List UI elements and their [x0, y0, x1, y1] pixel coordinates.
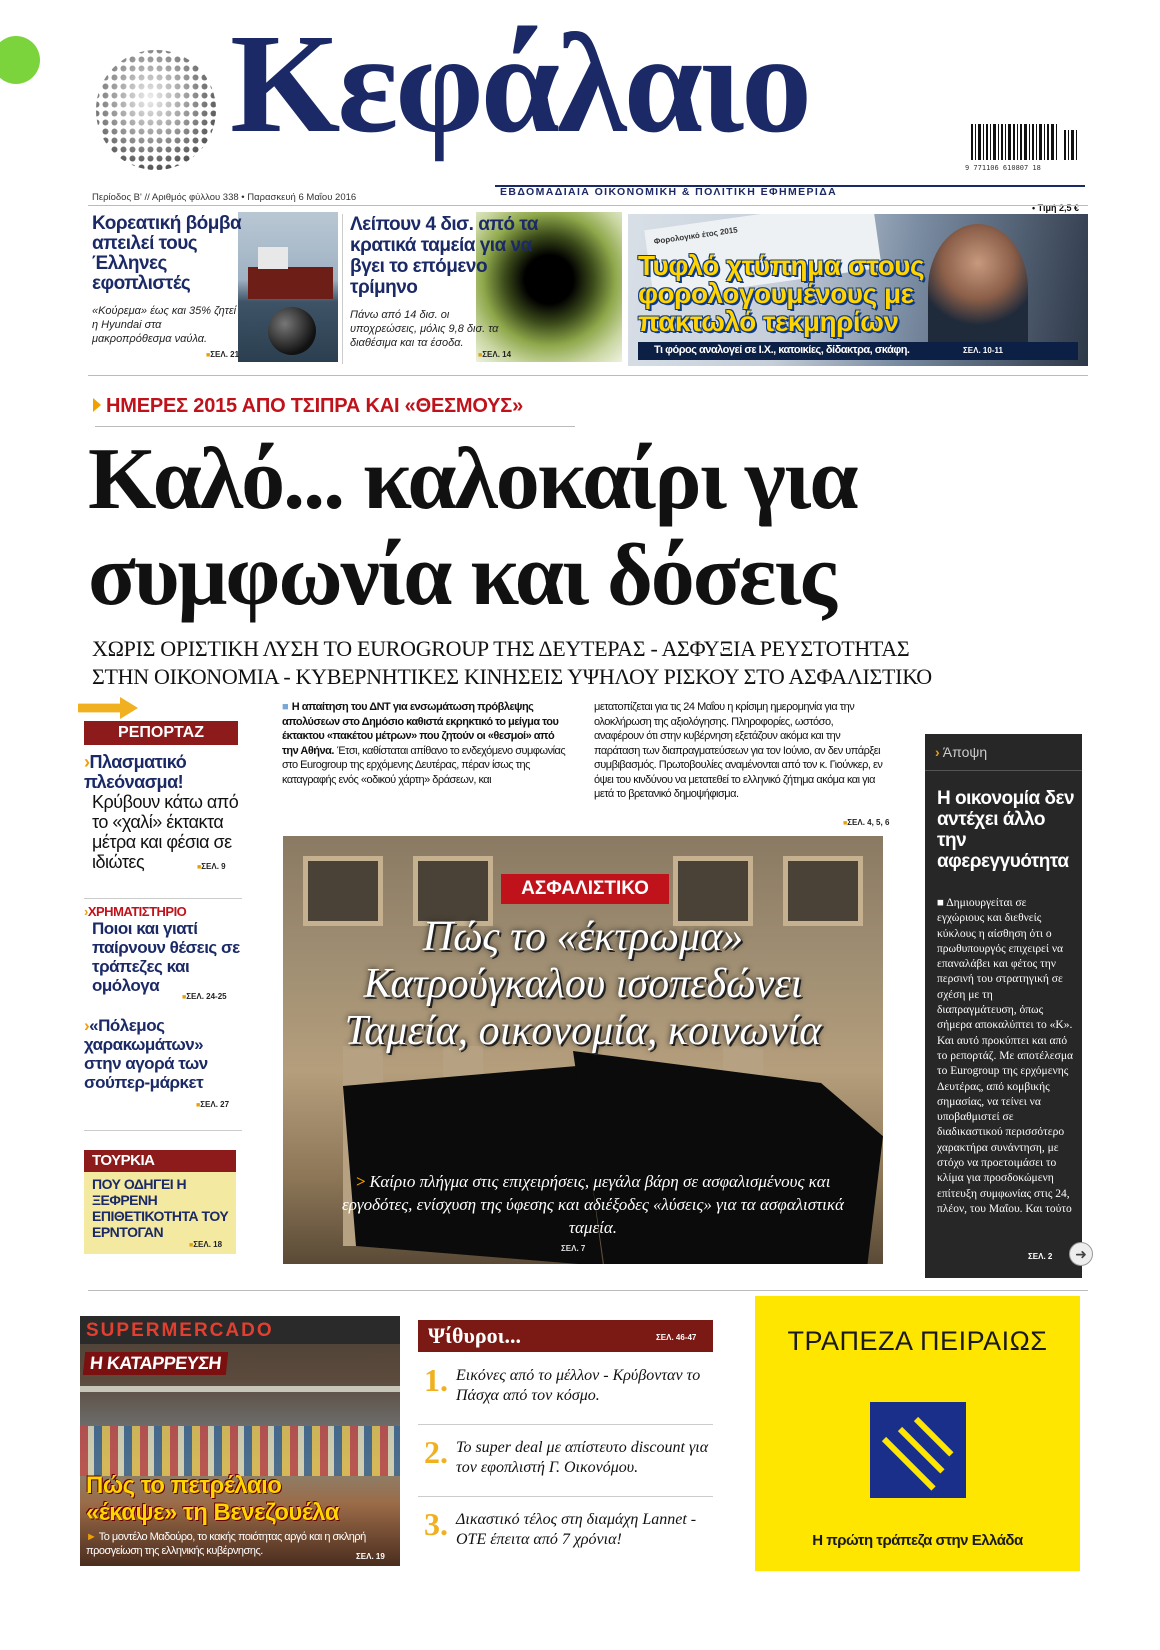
- whispers-box[interactable]: [418, 1320, 713, 1572]
- feature-sub: > Καίριο πλήγμα στις επιχειρήσεις, μεγάλα βάρη σε ασφαλισμένους και εργοδότες, ενίσχυση της ύφεσης και αδιέξοδες «λύσεις» για τα ασφαλιστικά ταμεία.: [342, 1172, 844, 1237]
- page-ref: ■ ΣΕΛ. 18: [189, 1240, 222, 1249]
- feature-box[interactable]: [283, 836, 883, 1264]
- header-rule: [88, 205, 1088, 206]
- barcode: [965, 120, 1085, 180]
- opinion-headline: Η οικονομία δεν αντέχει άλλο την αφερεγγυότητα: [937, 788, 1075, 872]
- tax-form-sheet: Φορολογικό έτος 2015: [644, 214, 882, 300]
- turkey-box[interactable]: [84, 1150, 236, 1254]
- whisper-item[interactable]: [418, 1434, 713, 1492]
- kicker-rule: [95, 426, 575, 427]
- section-rule: [88, 375, 1088, 376]
- lead-headline: Καλό... καλοκαίρι για συμφωνία και δόσεις: [88, 431, 857, 624]
- lead-body-col-1: ■ Η απαίτηση του ΔΝΤ για ενσωμάτωση πρόβλεψης απολύσεων στο Δημόσιο καθιστά εκρηκτικό το μείγμα του έκτακτου «πακέτου μέτρων» που ζητούν οι «θεσμοί» από την Αθήνα. Έτσι, καθίσταται απίθανο το ενδεχόμενο συμφωνίας στο Eurogroup της ερχόμενης Δευτέρας, πέραν ίσως της καταγραφής ενός «οδικού χάρτη» δράσεων, και: [282, 701, 566, 786]
- left-story-headline: Ποιοι και γιατί παίρνουν θέσεις σε τράπεζες και ομόλογα: [92, 919, 240, 995]
- page-ref: ΣΕΛ. 7: [561, 1244, 586, 1253]
- whisper-text: Το super deal με απίστευτο discount για τον εφοπλιστή Γ. Οικονόμου.: [456, 1439, 709, 1476]
- left-story-headline: ›«Πόλεμος χαρακωμάτων» στην αγορά των σούπερ-μάρκετ: [84, 1016, 208, 1092]
- reportage-label: ΡΕΠΟΡΤΑΖ: [118, 724, 204, 741]
- turkey-headline: ΠΟΥ ΟΔΗΓΕΙ Η ΞΕΦΡΕΝΗ ΕΠΙΘΕΤΙΚΟΤΗΤΑ ΤΟΥ ΕΡΝΤΟΓΑΝ: [92, 1176, 229, 1240]
- opinion-body: ■ Δημιουργείται σε εγχώριους και διεθνείς κύκλους η αίσθηση ότι ο πρωθυπουργός επιχειρεί να επαναλάβει και φέτος την περσινή του στρατηγική σε σχέση με τη διαπραγμάτευση, όπως σήμερα αποκαλύπτει το «Κ». Και αυτό προκύπτει και από το ρεπορτάζ. Με αποτέλεσμα το Eurogroup της ερχόμενης Δευτέρας, από κομβικής σημασίας, να τείνει να υποβαθμιστεί σε διαδικαστικού περισσότερο χαρακτήρα συνάντηση, με στόχο να προετοιμάσει το κλίμα για προσδοκώμενη επίτευξη συμφωνίας στις 24, πλέον, του Μαΐου. Και τούτο: [937, 897, 1074, 1215]
- left-story-3[interactable]: [84, 1016, 242, 1109]
- feature-headline: Πώς το «έκτρωμα» Κατρούγκαλου ισοπεδώνει Ταμεία, οικονομία, κοινωνία: [344, 914, 822, 1054]
- left-story-2[interactable]: [84, 904, 242, 1001]
- whisper-item[interactable]: [418, 1362, 713, 1420]
- barcode-icon: [965, 120, 1085, 164]
- reportage-arrow-icon: [78, 697, 138, 719]
- issue-info: Περίοδος Β' // Αριθμός φύλλου 338 • Παρασκευή 6 Μαΐου 2016: [92, 192, 357, 203]
- lead-body-2: μετατοπίζεται για τις 24 Μαΐου η κρίσιμη ημερομηνία για την ολοκλήρωση της αξιολόγησης. Πληροφορίες, ωστόσο, αναφέρουν ότι στην κυβέρνηση εξετάζουν ακόμα και την παράταση των διαπραγματεύσεων για τον Ιούνιο, αν δεν υπάρξει συμβιβασμός. Πρωτοβουλίες αναμένονται από τον κ. Γιούνκερ, εν όψει του κινδύνου να μετατεθεί το ελληνικό ζήτημα ακόμα και για μετά το βρετανικό δημοψήφισμα.: [594, 701, 883, 800]
- page-ref: ■ ΣΕΛ. 14: [478, 350, 511, 359]
- venezuela-banner: Η ΚΑΤΑΡΡΕΥΣΗ: [83, 1352, 228, 1375]
- whispers-title: Ψίθυροι...: [428, 1323, 521, 1348]
- stock-label: ›ΧΡΗΜΑΤΙΣΤΗΡΙΟ: [84, 904, 187, 919]
- whisper-number: 1.: [424, 1362, 448, 1398]
- top-story-treasury[interactable]: [346, 212, 622, 362]
- turkey-label: ΤΟΥΡΚΙΑ: [84, 1150, 236, 1172]
- bank-slogan: Η πρώτη τράπεζα στην Ελλάδα: [812, 1532, 1023, 1549]
- left-story-headline: ›Πλασματικό πλεόνασμα!: [84, 752, 187, 792]
- venezuela-box[interactable]: [80, 1316, 400, 1566]
- page-ref: ΣΕΛ. 2: [1028, 1252, 1053, 1261]
- page-ref: ■ ΣΕΛ. 9: [197, 862, 226, 871]
- opinion-label: › Άποψη: [935, 744, 988, 760]
- page-ref: ΣΕΛ. 10-11: [963, 346, 1003, 355]
- left-story-body: Κρύβουν κάτω από το «χαλί» έκτακτα μέτρα και φέσια σε ιδιώτες: [92, 792, 239, 872]
- venezuela-headline: Πώς το πετρέλαιο «έκαψε» τη Βενεζουέλα: [86, 1472, 339, 1526]
- top-story-summary: Τι φόρος αναλογεί σε I.X., κατοικίες, δίδακτρα, σκάφη.: [654, 344, 910, 356]
- globe-logo-icon: [92, 46, 220, 174]
- whisper-text: Δικαστικό τέλος στη διαμάχη Lannet - ΟΤΕ έπειτα από 7 χρόνια!: [456, 1511, 697, 1548]
- top-story-tax[interactable]: [628, 214, 1088, 366]
- lead-deck-1: ΧΩΡΙΣ ΟΡΙΣΤΙΚΗ ΛΥΣΗ ΤΟ EUROGROUP ΤΗΣ ΔΕΥΤΕΡΑΣ - ΑΣΦΥΞΙΑ ΡΕΥΣΤΟΤΗΤΑΣ: [92, 636, 910, 661]
- section-rule: [88, 1290, 1088, 1291]
- store-sign: SUPERMERCADO: [86, 1320, 274, 1341]
- tagline: ΕΒΔΟΜΑΔΙΑΙΑ ΟΙΚΟΝΟΜΙΚΗ & ΠΟΛΙΤΙΚΗ ΕΦΗΜΕΡΙΔΑ: [500, 186, 838, 198]
- divider: [84, 898, 242, 899]
- masthead-title: Κεφάλαιο: [230, 4, 810, 162]
- lead-body-1: Έτσι, καθίσταται απίθανο το ενδεχόμενο συμφωνίας στο Eurogroup της ερχόμενης Δευτέρας, πέραν ίσως της καταγραφής ενός «οδικού χάρτη» δράσεων, και: [282, 744, 566, 786]
- lead-deck-2: ΣΤΗΝ ΟΙΚΟΝΟΜΙΑ - ΚΥΒΕΡΝΗΤΙΚΕΣ ΚΙΝΗΣΕΙΣ ΥΨΗΛΟΥ ΡΙΣΚΟΥ ΣΤΟ ΑΣΦΑΛΙΣΤΙΚΟ: [92, 664, 932, 689]
- next-arrow-icon[interactable]: ➜: [1069, 1242, 1093, 1266]
- whisper-item[interactable]: [418, 1506, 713, 1564]
- tax-headline: Τυφλό χτύπημα στους φορολογουμένους με πακτωλό τεκμηρίων: [638, 250, 925, 337]
- lead-body-col-2: [594, 700, 884, 802]
- whisper-number: 3.: [424, 1506, 448, 1542]
- lead-kicker-arrow: [93, 398, 101, 412]
- left-story-1[interactable]: [84, 752, 242, 872]
- lead-page-ref: ■ ΣΕΛ. 4, 5, 6: [843, 818, 889, 827]
- top-story-summary: «Κούρεμα» έως και 35% ζητεί η Hyundai στα μακροπρόθεσμα ναύλα.: [92, 305, 237, 345]
- top-story-headline: Κορεατική βόμβα απειλεί τους Έλληνες εφοπλιστές: [92, 213, 242, 294]
- page-ref: ■ ΣΕΛ. 27: [196, 1100, 229, 1109]
- bank-name: ΤΡΑΠΕΖΑ ΠΕΙΡΑΙΩΣ: [787, 1326, 1048, 1356]
- divider: [84, 1130, 242, 1131]
- opinion-box[interactable]: [925, 734, 1087, 1278]
- lead-kicker: ΗΜΕΡΕΣ 2015 ΑΠΟ ΤΣΙΠΡΑ ΚΑΙ «ΘΕΣΜΟΥΣ»: [106, 395, 524, 417]
- page-ref: ■ ΣΕΛ. 24-25: [182, 992, 227, 1001]
- whisper-text: Εικόνες από το μέλλον - Κρύβονταν το Πάσχα από τον κόσμο.: [456, 1367, 701, 1404]
- lead-body-bold: Η απαίτηση του ΔΝΤ για ενσωμάτωση πρόβλεψης απολύσεων στο Δημόσιο καθιστά εκρηκτικό το μείγμα του έκτακτου «πακέτου μέτρων» που ζητούν οι «θεσμοί» από την Αθήνα.: [282, 701, 559, 757]
- barcode-digits: 9 771106 610807 18: [965, 164, 1041, 172]
- top-story-korea[interactable]: [88, 212, 338, 362]
- bank-ad[interactable]: [755, 1296, 1080, 1571]
- feature-label: ΑΣΦΑΛΙΣΤΙΚΟ: [521, 878, 649, 899]
- page-ref: ■ ΣΕΛ. 21: [206, 350, 239, 359]
- page-ref: ΣΕΛ. 19: [356, 1552, 385, 1561]
- venezuela-body: ► Το μοντέλο Μαδούρο, το κακής ποιότητας αργό και η σκληρή προσγείωση της ελληνικής κυβέρνησης.: [86, 1531, 366, 1557]
- bank-logo-icon: [870, 1402, 966, 1498]
- corner-mark: [0, 36, 40, 84]
- price: • Τιμή 2,5 €: [1032, 203, 1080, 213]
- ship-photo: [238, 212, 338, 362]
- whisper-number: 2.: [424, 1434, 448, 1470]
- top-story-headline: Λείπουν 4 δισ. από τα κρατικά ταμεία για να βγει το επόμενο τρίμηνο: [350, 214, 538, 298]
- divider: [342, 214, 343, 364]
- top-story-summary: Πάνω από 14 δισ. οι υποχρεώσεις, μόλις 9,8 δισ. τα διαθέσιμα και τα έσοδα.: [350, 309, 499, 349]
- page-ref: ΣΕΛ. 46-47: [656, 1333, 697, 1342]
